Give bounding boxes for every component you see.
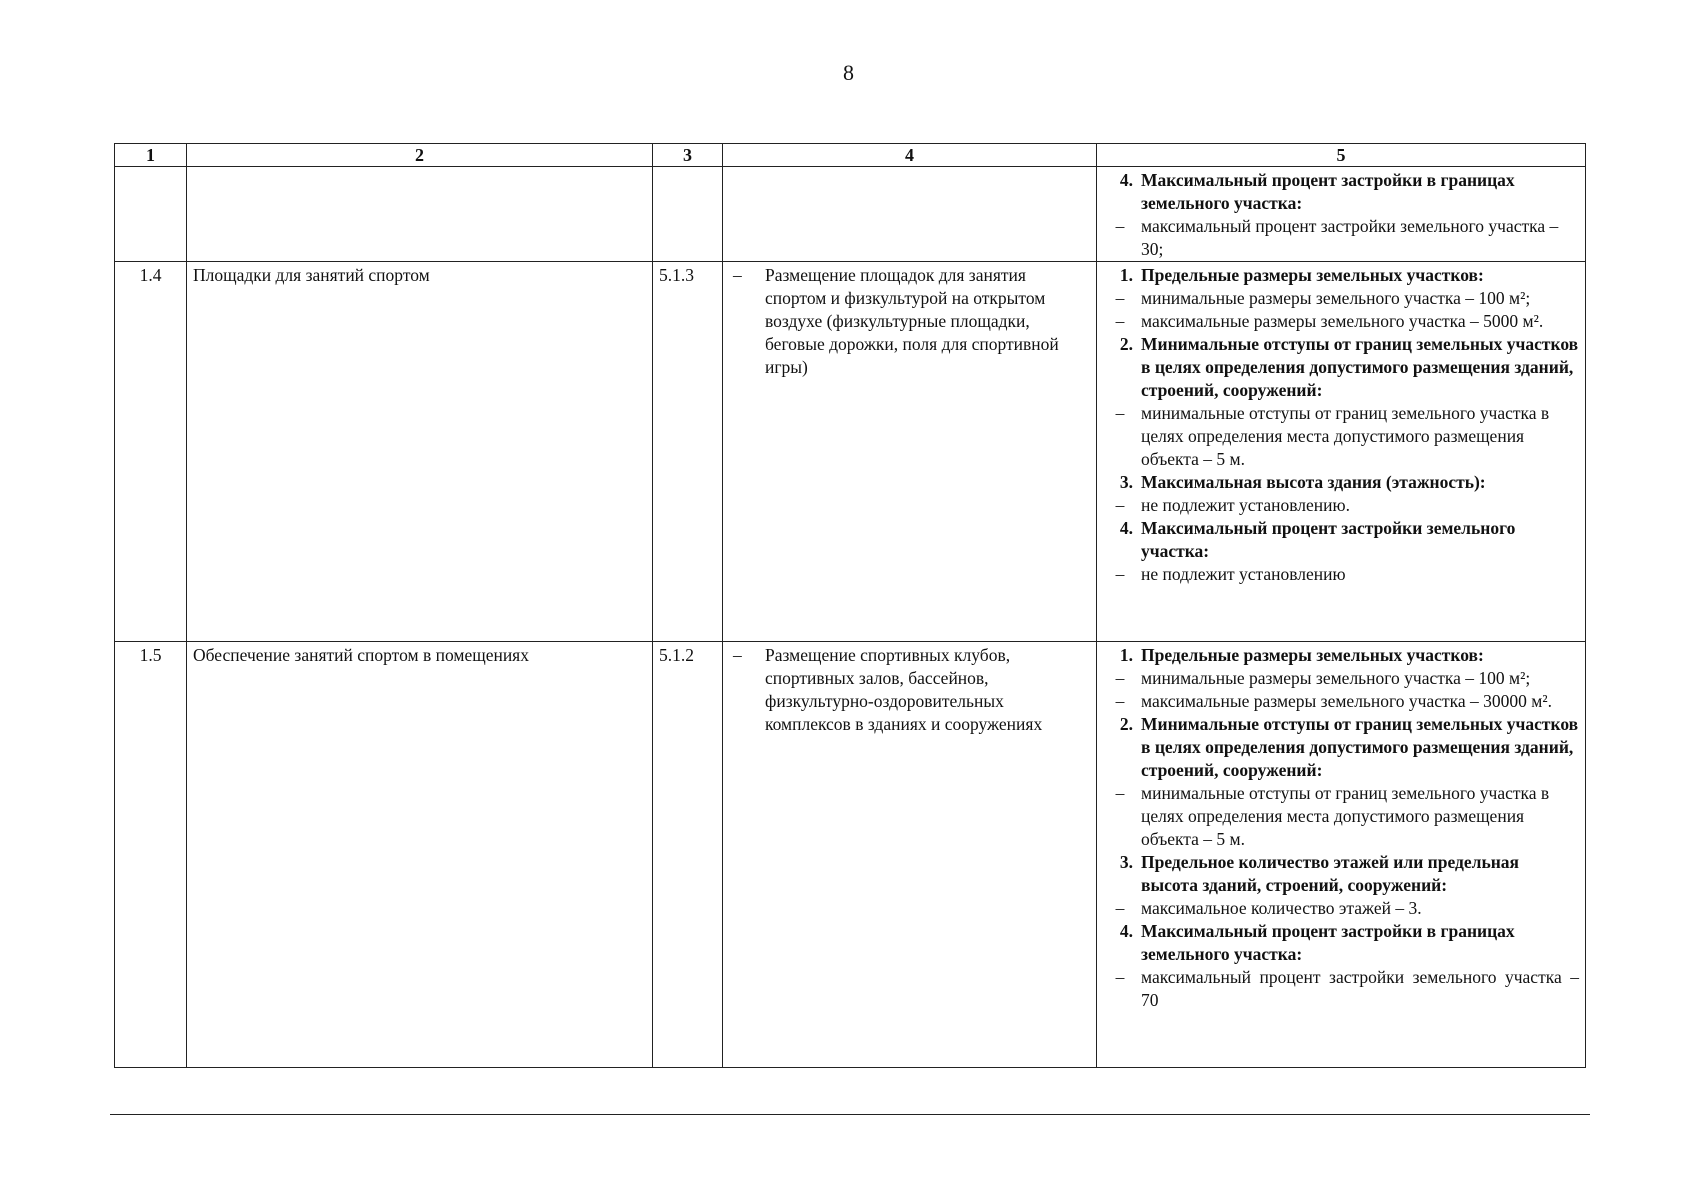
parameter-value — [1099, 782, 1579, 851]
parameter-heading-text: Предельные размеры земельных участков: — [1141, 645, 1484, 665]
table-header-row — [115, 144, 1586, 167]
table-row — [115, 642, 1586, 1068]
dash-marker: – — [1115, 216, 1125, 236]
parameter-value — [1099, 494, 1579, 517]
parameter-value-text: минимальные отступы от границ земельного участка в целях определения места допустимого размещения объекта – 5 м. — [1141, 783, 1550, 849]
table-row — [115, 167, 1586, 262]
parameter-number: 3. — [1119, 472, 1133, 492]
use-type-name: Обеспечение занятий спортом в помещениях — [187, 642, 653, 1068]
parameter-heading-text: Предельные размеры земельных участков: — [1141, 265, 1484, 285]
parameter-value-text: максимальные размеры земельного участка – 5000 м². — [1141, 311, 1544, 331]
dash-marker: – — [1115, 564, 1125, 584]
parameter-value — [1099, 667, 1579, 690]
use-type-code — [653, 167, 723, 262]
use-type-code: 5.1.3 — [653, 262, 723, 642]
dash-marker: – — [1115, 898, 1125, 918]
parameter-number: 2. — [1119, 334, 1133, 354]
parameter-number: 1. — [1119, 265, 1133, 285]
parameter-value-text: максимальные размеры земельного участка – 30000 м². — [1141, 691, 1552, 711]
column-header: 1 — [115, 144, 187, 167]
dash-marker: – — [1115, 668, 1125, 688]
dash-marker: – — [733, 265, 742, 285]
parameter-value — [1099, 215, 1579, 261]
use-type-description — [723, 167, 1097, 262]
dash-marker: – — [1115, 495, 1125, 515]
parameter-heading-text: Максимальная высота здания (этажность): — [1141, 472, 1486, 492]
parameter-value — [1099, 310, 1579, 333]
use-type-name: Площадки для занятий спортом — [187, 262, 653, 642]
parameters-cell — [1097, 167, 1586, 262]
parameter-heading — [1099, 920, 1579, 966]
parameter-heading-text: Минимальные отступы от границ земельных участков в целях определения допустимого размещения зданий, строений, сооружений: — [1141, 714, 1579, 780]
parameter-value — [1099, 402, 1579, 471]
parameter-number: 4. — [1119, 170, 1133, 190]
column-header: 5 — [1097, 144, 1586, 167]
use-type-description — [723, 262, 1097, 642]
row-number: 1.5 — [115, 642, 187, 1068]
row-number: 1.4 — [115, 262, 187, 642]
dash-marker: – — [733, 645, 742, 665]
description-item — [729, 264, 1090, 379]
dash-marker: – — [1115, 783, 1125, 803]
parameter-heading — [1099, 713, 1579, 782]
parameter-value-text: минимальные размеры земельного участка – 100 м²; — [1141, 288, 1531, 308]
page-number: 8 — [843, 60, 854, 85]
parameter-value — [1099, 690, 1579, 713]
description-item — [729, 644, 1090, 736]
parameter-heading — [1099, 471, 1579, 494]
use-type-description — [723, 642, 1097, 1068]
parameter-number: 2. — [1119, 714, 1133, 734]
parameter-value — [1099, 287, 1579, 310]
parameter-heading-text: Максимальный процент застройки в границах земельного участка: — [1141, 921, 1515, 964]
parameter-heading-text: Максимальный процент застройки в границах земельного участка: — [1141, 170, 1515, 213]
parameter-number: 4. — [1119, 921, 1133, 941]
footer-divider — [110, 1114, 1590, 1115]
parameter-value-text: минимальные размеры земельного участка – 100 м²; — [1141, 668, 1531, 688]
table-row — [115, 262, 1586, 642]
parameters-cell — [1097, 642, 1586, 1068]
use-type-name — [187, 167, 653, 262]
parameter-number: 3. — [1119, 852, 1133, 872]
parameter-value-text: минимальные отступы от границ земельного участка в целях определения места допустимого размещения объекта – 5 м. — [1141, 403, 1550, 469]
parameter-number: 1. — [1119, 645, 1133, 665]
description-text: Размещение площадок для занятия спортом и физкультурой на открытом воздухе (физкультурные площадки, беговые дорожки, поля для спортивной игры) — [765, 265, 1059, 377]
parameter-heading — [1099, 851, 1579, 897]
parameter-number: 4. — [1119, 518, 1133, 538]
parameter-value-text: не подлежит установлению. — [1141, 495, 1350, 515]
parameters-cell — [1097, 262, 1586, 642]
parameter-heading — [1099, 169, 1579, 215]
parameter-value-text: максимальный процент застройки земельного участка – 70 — [1141, 967, 1579, 1010]
description-text: Размещение спортивных клубов, спортивных залов, бассейнов, физкультурно-оздоровительных комплексов в зданиях и сооружениях — [765, 645, 1043, 734]
dash-marker: – — [1115, 311, 1125, 331]
parameter-value — [1099, 897, 1579, 920]
dash-marker: – — [1115, 967, 1125, 987]
parameter-value — [1099, 966, 1579, 1012]
column-header: 3 — [653, 144, 723, 167]
dash-marker: – — [1115, 288, 1125, 308]
dash-marker: – — [1115, 403, 1125, 423]
row-number — [115, 167, 187, 262]
dash-marker: – — [1115, 691, 1125, 711]
parameter-heading — [1099, 644, 1579, 667]
parameter-heading-text: Предельное количество этажей или предельная высота зданий, строений, сооружений: — [1141, 852, 1520, 895]
column-header: 4 — [723, 144, 1097, 167]
parameter-heading-text: Максимальный процент застройки земельного участка: — [1141, 518, 1516, 561]
parameter-heading — [1099, 517, 1579, 563]
parameter-heading — [1099, 333, 1579, 402]
parameter-heading-text: Минимальные отступы от границ земельных участков в целях определения допустимого размещения зданий, строений, сооружений: — [1141, 334, 1579, 400]
parameter-value-text: максимальный процент застройки земельного участка – 30; — [1141, 216, 1559, 259]
use-type-code: 5.1.2 — [653, 642, 723, 1068]
parameter-value — [1099, 563, 1579, 586]
column-header: 2 — [187, 144, 653, 167]
parameter-value-text: максимальное количество этажей – 3. — [1141, 898, 1422, 918]
regulations-table — [114, 143, 1586, 1068]
parameter-value-text: не подлежит установлению — [1141, 564, 1346, 584]
parameter-heading — [1099, 264, 1579, 287]
